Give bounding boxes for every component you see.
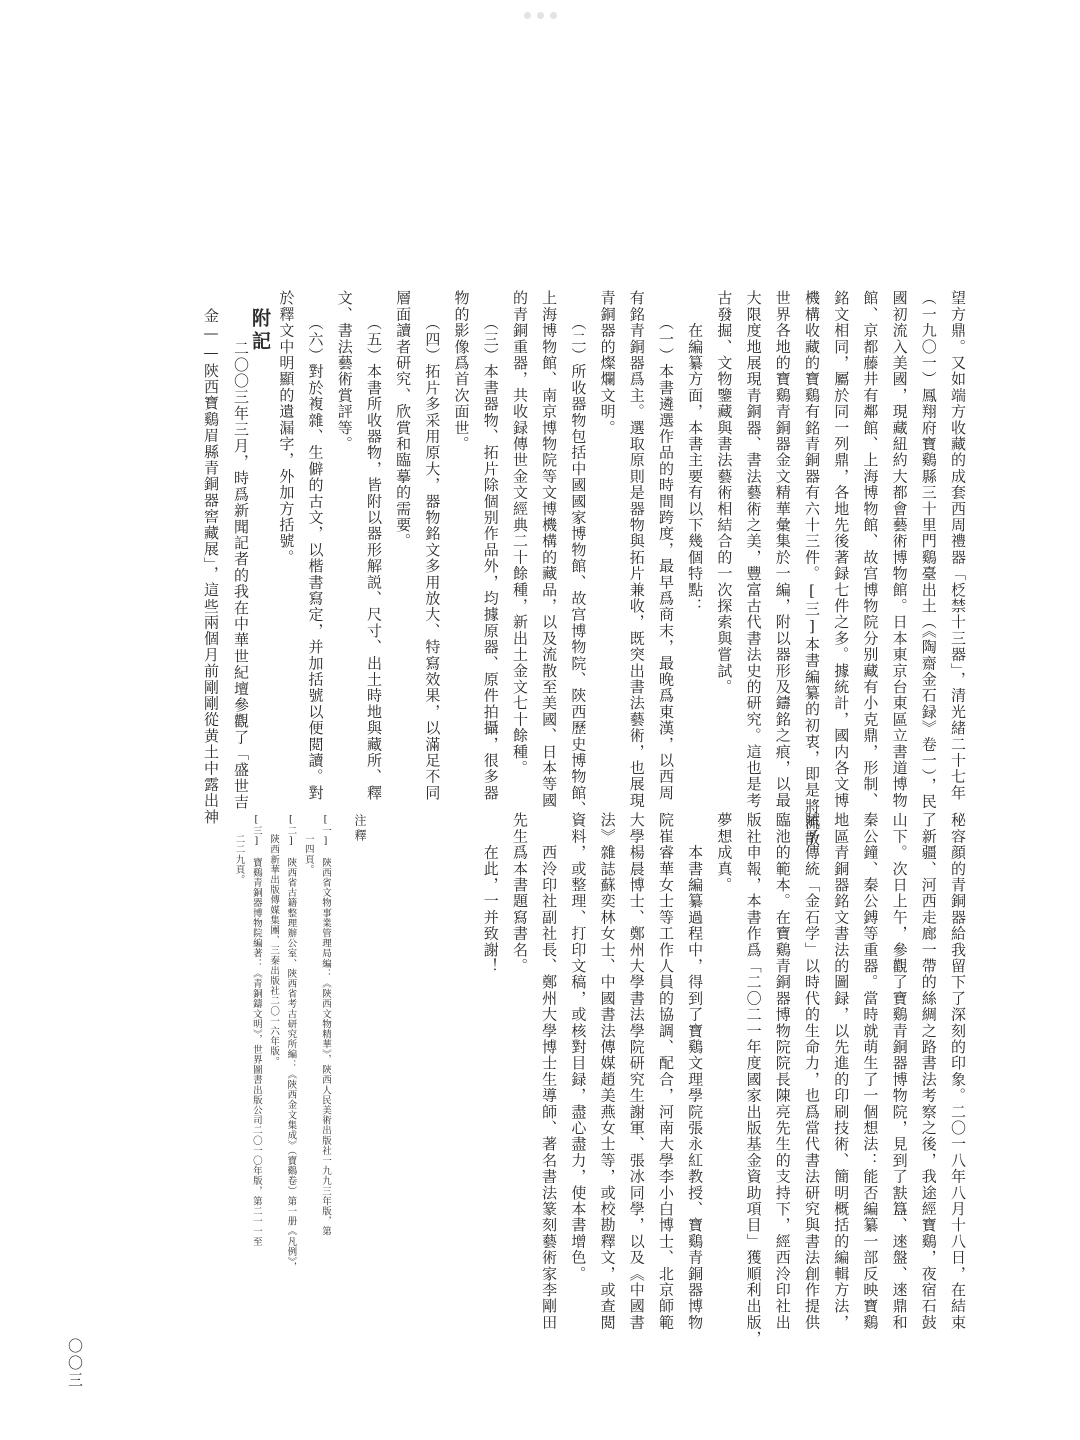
dot-2 [537, 12, 544, 19]
page-number: 〇〇三 [66, 1338, 84, 1389]
notes-title: 注釋 [353, 814, 367, 844]
appendix-heading: 附記 [249, 308, 271, 354]
lower-main-text: 秘容顔的青銅器給我留下了深刻的印象。二〇一八年八月十八日，在結束 了新疆、河西走廊一帶的絲綢之路書法考察之後，我途經寶鷄，夜宿石鼓 山下。次日上午，參觀了寶鷄青銅器博物院，見到了㝬簋、逨盤、逨鼎和 秦公鐘、秦公鎛等重器。當時就萌生了一個想法：能否編纂一部反映寶鷄 地區青銅器銘文書法的圖録，以先進的印刷技術、簡明概括的編輯方法， 賦予傳統「金石学」以時代的生命力，也爲當代書法研究與書法創作提供 臨池的範本。在寶鷄青銅器博物院院長陳亮先生的支持下，經西泠印社出 版社申報，本書作爲「二〇二一年度國家出版基金資助項目」獲順利出版， 夢想成真。 本書編纂過程中，得到了寶鷄文理學院張永紅教授、寶鷄青銅器博物 院崔睿華女士等工作人員的協調、配合，河南大學李小白博士、北京師範 大學楊晨博士、鄭州大學書法學院研究生謝軍、張冰同學，以及《中國書 法》雜誌蘇奕林女士、中國書法傳媒趙美燕女士等，或校勘釋文，或查閲 資料，或整理、打印文稿，或核對目録，盡心盡力，使本書增色。 西泠印社副社長、鄭州大學博士生導師、著名書法篆刻藝術家李剛田 先生爲本書題寫書名。 在此，一并致謝！ [481, 812, 967, 1347]
top-window-dots [524, 12, 557, 19]
dot-3 [550, 12, 557, 19]
appendix-text: 二〇〇三年三月，時爲新聞記者的我在中華世紀壇參觀了「盛世吉 金——陝西寶鷄眉縣青銅器窖藏展」，這些兩個月前剛剛從黄土中露出神 [202, 308, 250, 825]
notes-text: [一] 陝西省文物事業管理局編：《陝西文物精華》，陝西人民美術出版社一九九三年版，第 一四頁。 [二] 陝西省古籍整理辦公室、陝西省考古研究所編：《陝西金文集成》（寶鷄卷）第一册《凡例》， 陝西新華出版傳媒集團、三秦出版社二〇一六年版。 [三] 寶鷄青銅器博物院編著：《青銅鑄文明》，世界圖書出版公司二〇一〇年版，第二一一至 二二九頁。 [233, 814, 331, 1273]
dot-1 [524, 12, 531, 19]
upper-main-text: 望方鼎。又如端方收藏的成套西周禮器「柉禁十三器」，清光緒二十七年 （一九〇一）鳳翔府寶鷄縣三十里門鷄臺出土（《陶齋金石録》卷一），民 國初流入美國，現藏紐約大都會藝術博物館。日本東京台東區立書道博物 館、京都藤井有鄰館、上海博物館、故宫博物院分别藏有小克鼎，形制、 銘文相同，屬於同一列鼎，各地先後著録七件之多。據統計，國内各文博 機構收藏的寶鷄有銘青銅器有六十三件。[三]本書編纂的初衷，即是將流散 世界各地的寶鷄青銅器金文精華彙集於一編，附以器形及鑄銘之痕，以最 大限度地展現青銅器、書法藝術之美，豐富古代書法史的研究。這也是考 古發掘、文物鑒藏與書法藝術相結合的一次探索與嘗試。 在編纂方面，本書主要有以下幾個特點： （一）本書遴選作品的時間跨度，最早爲商末，最晚爲東漢，以西周 有銘青銅器爲主。選取原則是器物與拓片兼收，既突出書法藝術，也展現 青銅器的燦爛文明。 （二）所收器物包括中國國家博物館、故宫博物院、陝西歷史博物館、 上海博物館、南京博物院等文博機構的藏品，以及流散至美國、日本等國 的青銅重器，共收録傳世金文經典二十餘種，新出土金文七十餘種。 （三）本書器物、拓片除個别作品外，均據原器、原件拍攝，很多器 物的影像爲首次面世。 （四）拓片多采用原大，器物銘文多用放大、特寫效果，以滿足不同 層面讀者研究、欣賞和臨摹的需要。 （五）本書所收器物，皆附以器形解説、尺寸、出土時地與藏所、釋 文、書法藝術賞評等。 （六）對於複雜、生僻的古文，以楷書寫定，并加括號以便閲讀。對 於釋文中明顯的遺漏字，外加方括號。 [277, 290, 967, 847]
